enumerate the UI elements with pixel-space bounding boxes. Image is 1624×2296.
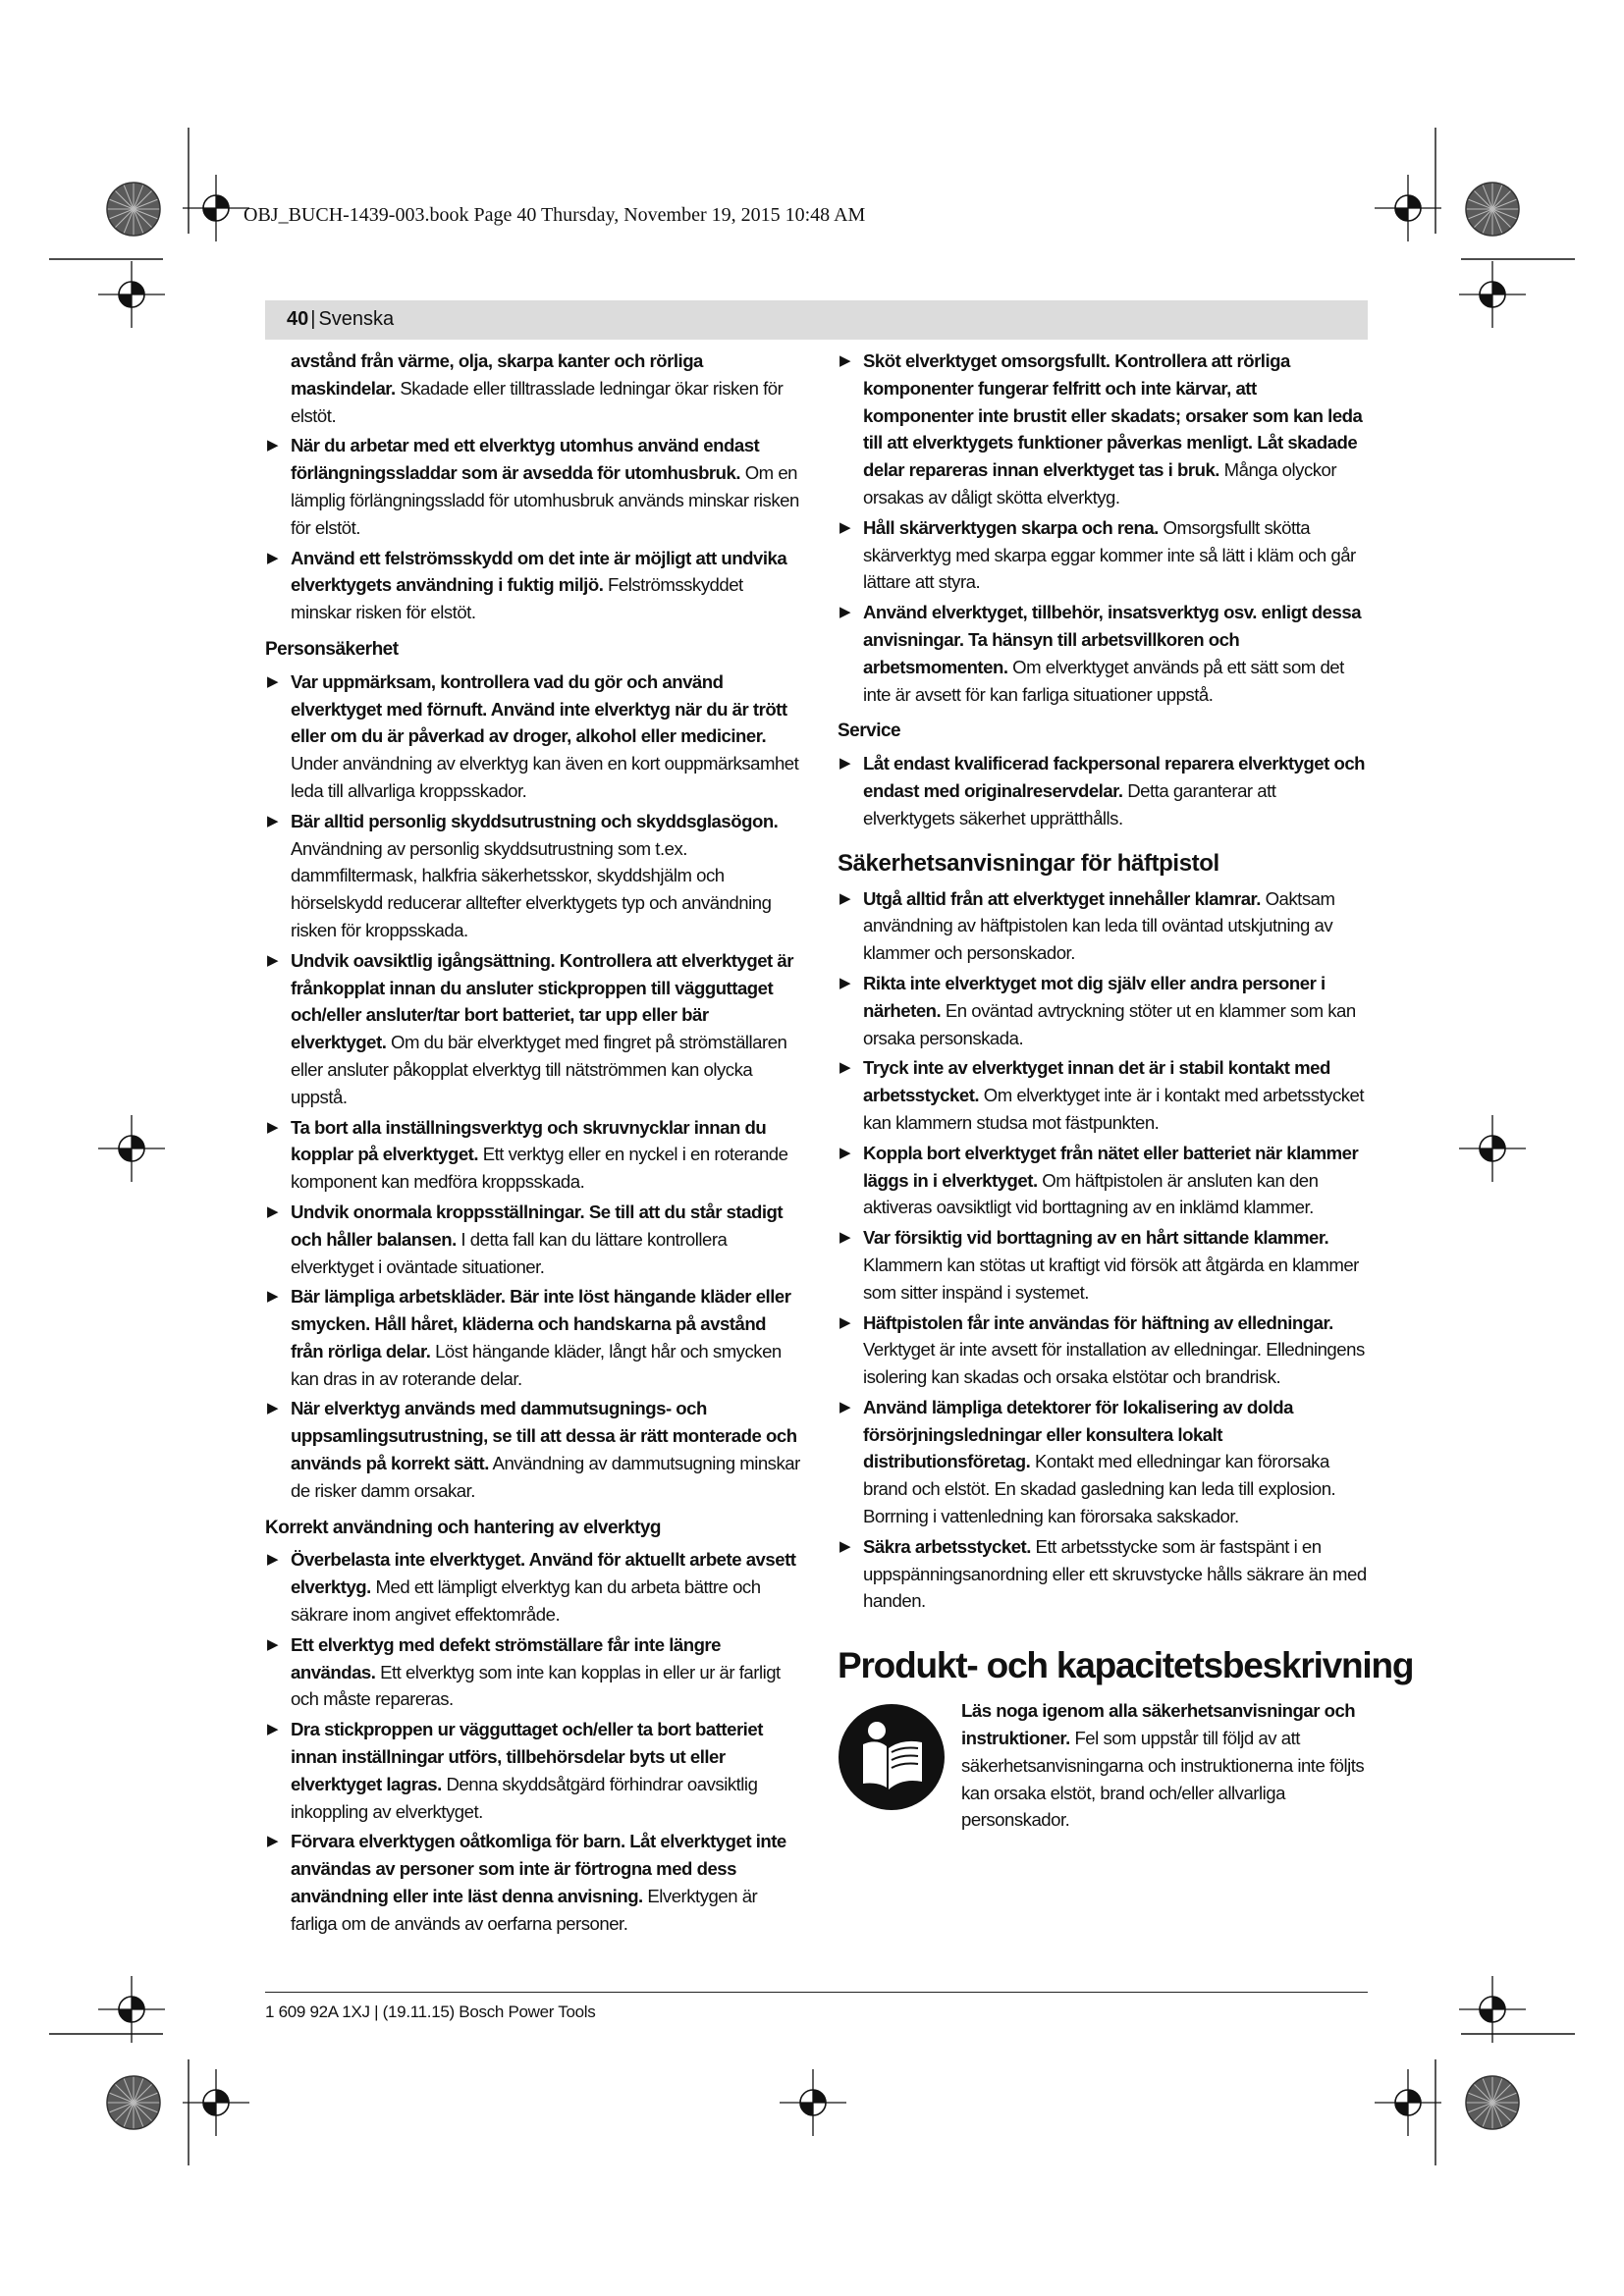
print-info-line: OBJ_BUCH-1439-003.book Page 40 Thursday, November 19, 2015 10:48 AM xyxy=(244,204,866,226)
bullet-icon: ▶ xyxy=(839,604,851,621)
safety-item: ▶ Häftpistolen får inte användas för häftning av elledningar. Verktyget är inte avsett för installation av elledningar. Elledningens isolering kan skadas och orsaka elstötar och brandrisk. xyxy=(838,1309,1368,1391)
bullet-icon: ▶ xyxy=(267,437,279,454)
bullet-icon: ▶ xyxy=(267,1202,279,1220)
read-manual-note: Läs noga igenom alla säkerhetsanvisningar och instruktioner. Fel som uppstår till följd av att säkerhetsanvisningarna och instruktionerna inte följts kan orsaka elstöt, brand och/eller allvarliga personskador. xyxy=(838,1697,1368,1834)
read-manual-icon xyxy=(838,1703,946,1811)
footer-text: 1 609 92A 1XJ | (19.11.15) Bosch Power Tools xyxy=(265,2002,596,2021)
main-section-title: Produkt- och kapacitetsbeskrivning xyxy=(838,1645,1414,1686)
bullet-icon: ▶ xyxy=(267,1118,279,1136)
safety-item: ▶ Överbelasta inte elverktyget. Använd för aktuellt arbete avsett elverktyg. Med ett lämpligt elverktyg kan du arbeta bättre och säkrare inom angivet effektområde. xyxy=(265,1546,801,1628)
safety-item: ▶ Säkra arbetsstycket. Ett arbetsstycke som är fastspänt i en uppspänningsanordning eller ett skruvstycke hålls säkrare än med handen. xyxy=(838,1533,1368,1615)
safety-item: ▶ Bär alltid personlig skyddsutrustning och skyddsglasögon. Användning av personlig skyddsutrustning som t.ex. dammfiltermask, halkfria säkerhetsskor, skyddshjälm och hörselskydd reducerar alltefter elverktygets typ och användning risken för kroppsskada. xyxy=(265,808,801,944)
bullet-icon: ▶ xyxy=(839,889,851,907)
safety-item: ▶ Koppla bort elverktyget från nätet eller batteriet när klammer läggs in i elverktyget. Om häftpistolen är ansluten kan den aktiveras oavsiktligt vid borttagning av en inklämd klammer. xyxy=(838,1140,1368,1221)
safety-item: ▶ Utgå alltid från att elverktyget innehåller klamrar. Oaktsam användning av häftpistolen kan leda till oväntad utskjutning av klammer och personskador. xyxy=(838,885,1368,967)
footer-rule xyxy=(265,1992,1368,1993)
safety-item: ▶ Rikta inte elverktyget mot dig själv eller andra personer i närheten. En oväntad avtryckning stöter ut en klammer som kan orsaka personskada. xyxy=(838,970,1368,1051)
page-header xyxy=(265,300,1368,340)
page-number-group xyxy=(287,308,394,331)
safety-item: ▶ Var uppmärksam, kontrollera vad du gör och använd elverktyget med förnuft. Använd inte elverktyg när du är trött eller om du är påverkad av droger, alkohol eller mediciner. Under användning av elverktyg kan även en kort ouppmärksamhet leda till allvarliga kroppsskador. xyxy=(265,668,801,805)
bullet-icon: ▶ xyxy=(839,1144,851,1161)
bullet-icon: ▶ xyxy=(267,672,279,690)
bullet-icon: ▶ xyxy=(839,518,851,536)
bullet-icon: ▶ xyxy=(267,1288,279,1306)
bullet-icon: ▶ xyxy=(267,1721,279,1738)
bullet-icon: ▶ xyxy=(839,352,851,369)
safety-item: ▶ Undvik oavsiktlig igångsättning. Kontrollera att elverktyget är frånkopplat innan du ansluter stickproppen till vägguttaget och/eller ansluter/tar bort batteriet, tar upp eller bär elverktyget. Om du bär elverktyget med fingret på strömställaren eller ansluter påkopplat elverktyg till nätströmmen kan olycka uppstå. xyxy=(265,947,801,1111)
safety-item: ▶ Undvik onormala kroppsställningar. Se till att du står stadigt och håller balansen. I detta fall kan du lättare kontrollera elverktyget i oväntade situationer. xyxy=(265,1199,801,1280)
safety-item: ▶ När elverktyg används med dammutsugnings- och uppsamlingsutrustning, se till att dessa är rätt monterade och används på korrekt sätt. Användning av dammutsugning minskar de risker damm orsakar. xyxy=(265,1395,801,1504)
bullet-icon: ▶ xyxy=(839,1313,851,1331)
language-label: Svenska xyxy=(318,308,395,330)
safety-item: ▶ Ta bort alla inställningsverktyg och skruvnycklar innan du kopplar på elverktyget. Ett verktyg eller en nyckel i en roterande komponent kan medföra kroppsskada. xyxy=(265,1114,801,1196)
safety-item: ▶ Håll skärverktygen skarpa och rena. Omsorgsfullt skötta skärverktyg med skarpa eggar kommer inte så lätt i kläm och går lättare att styra. xyxy=(838,514,1368,596)
bullet-icon: ▶ xyxy=(267,1833,279,1850)
safety-item: ▶ Var försiktig vid borttagning av en hårt sittande klammer. Klammern kan stötas ut kraftigt vid försök att åtgärda en klammer som sitter inspänd i systemet. xyxy=(838,1224,1368,1306)
safety-item: avstånd från värme, olja, skarpa kanter och rörliga maskindelar. Skadade eller tilltrasslade ledningar ökar risken för elstöt. xyxy=(291,350,784,426)
subheading-correct-use: Korrekt användning och hantering av elverktyg xyxy=(265,1517,661,1538)
bullet-icon: ▶ xyxy=(839,1229,851,1247)
safety-item: ▶ Förvara elverktygen oåtkomliga för barn. Låt elverktyget inte användas av personer som inte är förtrogna med dess användning eller inte läst denna anvisning. Elverktygen är farliga om de används av oerfarna personer. xyxy=(265,1828,801,1937)
safety-item: ▶ Sköt elverktyget omsorgsfullt. Kontrollera att rörliga komponenter fungerar felfritt och inte kärvar, att komponenter inte brustit eller skadats; orsaker som kan leda till att elverktygets funktioner påverkas menligt. Låt skadade delar repareras innan elverktyget tas i bruk. Många olyckor orsakas av dåligt skötta elverktyg. xyxy=(838,347,1368,511)
section-heading-stapler-safety: Säkerhetsanvisningar för häftpistol xyxy=(838,849,1219,877)
bullet-icon: ▶ xyxy=(839,755,851,773)
bullet-icon: ▶ xyxy=(267,1400,279,1417)
left-column xyxy=(265,347,801,1941)
right-column xyxy=(838,347,1414,1834)
safety-item: ▶ Ett elverktyg med defekt strömställare får inte längre användas. Ett elverktyg som inte kan kopplas in eller ur är farligt och måste repareras. xyxy=(265,1631,801,1713)
safety-item: ▶ När du arbetar med ett elverktyg utomhus använd endast förlängningssladdar som är avsedda för utomhusbruk. Om en lämplig förlängningssladd för utomhusbruk används minskar risken för elstöt. xyxy=(265,432,801,541)
page-number: 40 xyxy=(287,308,309,330)
safety-item: ▶ Låt endast kvalificerad fackpersonal reparera elverktyget och endast med originalreservdelar. Detta garanterar att elverktygets säkerhet upprätthålls. xyxy=(838,750,1368,831)
bullet-icon: ▶ xyxy=(839,1059,851,1077)
bullet-icon: ▶ xyxy=(839,974,851,991)
safety-item: ▶ Använd ett felströmsskydd om det inte är möjligt att undvika elverktygets användning i fuktig miljö. Felströmsskyddet minskar risken för elstöt. xyxy=(265,545,801,626)
header-separator: | xyxy=(310,308,316,330)
subheading-personal-safety: Personsäkerhet xyxy=(265,638,399,660)
bullet-icon: ▶ xyxy=(267,549,279,566)
bullet-icon: ▶ xyxy=(839,1398,851,1415)
safety-item: ▶ Använd lämpliga detektorer för lokalisering av dolda försörjningsledningar eller konsultera lokalt distributionsföretag. Kontakt med elledningar kan förorsaka brand och elstöt. En skadad gasledning kan leda till explosion. Borrning i vattenledning kan förorsaka sakskador. xyxy=(838,1394,1368,1530)
subheading-service: Service xyxy=(838,721,901,742)
safety-item: ▶ Tryck inte av elverktyget innan det är i stabil kontakt med arbetsstycket. Om elverktyget inte är i kontakt med arbetsstycket kan klammern studsa mot fästpunkten. xyxy=(838,1054,1368,1136)
bullet-icon: ▶ xyxy=(839,1537,851,1555)
safety-item: ▶ Bär lämpliga arbetskläder. Bär inte löst hängande kläder eller smycken. Håll håret, kläderna och handskarna på avstånd från rörliga delar. Löst hängande kläder, långt hår och smycken kan dras in av roterande delar. xyxy=(265,1283,801,1392)
safety-item: ▶ Dra stickproppen ur vägguttaget och/eller ta bort batteriet innan inställningar utförs, tillbehörsdelar byts ut eller elverktyget lagras. Denna skyddsåtgärd förhindrar oavsiktlig inkoppling av elverktyget. xyxy=(265,1716,801,1825)
bullet-icon: ▶ xyxy=(267,1551,279,1569)
safety-item: ▶ Använd elverktyget, tillbehör, insatsverktyg osv. enligt dessa anvisningar. Ta hänsyn till arbetsvillkoren och arbetsmomenten. Om elverktyget används på ett sätt som det inte är avsett för kan farliga situationer uppstå. xyxy=(838,599,1368,708)
bullet-icon: ▶ xyxy=(267,812,279,829)
bullet-icon: ▶ xyxy=(267,1635,279,1653)
bullet-icon: ▶ xyxy=(267,951,279,969)
